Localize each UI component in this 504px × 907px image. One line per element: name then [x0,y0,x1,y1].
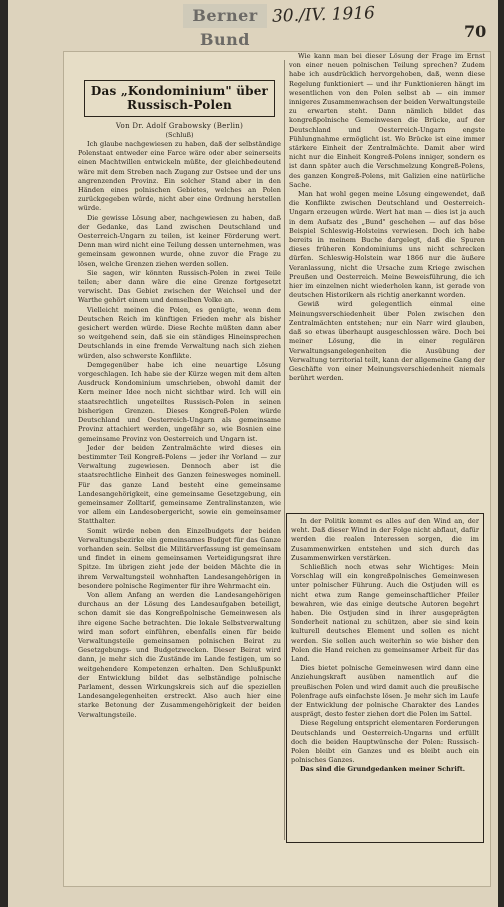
paragraph: Diese Regelung entspricht elementaren Forderungen Deutschlands und Oesterreich-Ungarns und erfüllt doch die beiden Hauptwünsche der Polen: Russisch-Polen bleibt ein Ganzes und es bleibt auch ein polnisches Ganzes. [291,719,479,765]
paragraph: Somit würde neben den Einzelbudgets der beiden Verwaltungsbezirke ein gemeinsames Budget für das Ganze vorhanden sein. Selbst die Militärverfassung ist gemeinsam und findet in einem gemeinsamen Verteidigungsrat ihre Spitze. Im übrigen zieht jede der beiden Mächte die in ihrem Verwaltungsteil wohnhaften Landesangehörigen in besondere polnische Regimenter für ihre Wehrmacht ein. [78,526,281,590]
paragraph: Sie sagen, wir könnten Russisch-Polen in zwei Teile teilen; aber dann wäre die eine Grenze fortgesetzt verwischt. Das Gebiet zwischen der Weichsel und der Warthe gehört einem und demselben Volke an. [78,268,281,305]
left-paragraphs [78,140,281,720]
paragraph: Jeder der beiden Zentralmächte wird dieses ein bestimmter Teil Kongreß-Polens — jeder ihr Vorland — zur Verwaltung zugewiesen. Dennoch aber ist die staatsrechtliche Einheit des Ganzen feinesweges nominell. Für das ganze Land besteht eine gemeinsame Landesangehörigkeit, eine gemeinsame Gesetzgebung, ein gemeinsamer Zolltarif, gemeinsame Zentralinstanzen, wie vor allem ein Landesobergericht, sowie ein gemeinsamer Statthalter. [78,443,281,526]
paragraph: Das sind die Grundgedanken meiner Schrift. [300,765,466,774]
boxed-paragraphs [291,517,479,775]
headline-box [84,80,275,117]
paragraph: Vielleicht meinen die Polen, es genügte, wenn dem Deutschen Reich im künftigen Frieden mehr als bisher gesichert werden würde. Diese Rechte müßten dann aber so weitgehend sein, daß sie ein ständiges Hineinsprechen Deutschlands in eine fremde Verwaltung nach sich ziehen würden, also schwerste Konflikte. [78,305,281,360]
article-headline: Das „Kondominium" über Russisch-Polen [90,84,269,112]
paragraph: Demgegenüber habe ich eine neuartige Lösung vorgeschlagen. Ich habe sie der Kürze wegen mit dem alten Ausdruck Kondominium umschrieben, obwohl damit der Kern meiner Idee noch nicht sichtbar wird. Ich will ein staatsrechtlich ungeteiltes Russisch-Polen in seinen bisherigen Grenzen. Dieses Kongreß-Polen würde Deutschland und Oesterreich-Ungarn als gemeinsame Provinz attachiert werden, ungefähr so, wie Bosnien eine gemeinsame Provinz von Oesterreich und Ungarn ist. [78,360,281,443]
right-paragraphs [289,52,485,383]
paragraph: Dies bietet polnische Gemeinwesen wird dann eine Anziehungskraft ausüben namentlich auf die preußischen Polen und wird damit auch die preußische Polenfrage aufs einfachste lösen. Je mehr sich im Laufe der Entwicklung der polnische Charakter des Landes ausprägt, desto fester ziehen dort die Polen im Sattel. [291,664,479,719]
article-column-left [78,60,281,840]
paragraph: Ich glaube nachgewiesen zu haben, daß der selbständige Polenstaat entweder eine Farce wäre oder aber seinerseits einen Machtwillen entwickeln müßte, der gleichbedeutend wäre mit dem Streben nach Zugang zur Ostsee und der uns angrenzenden Provinz. Ein solcher Stand aber in den Händen eines polnischen Gebietes, welches an Polen zurückgegeben würde, nicht aber eine Ordnung herstellen würde. [78,140,281,213]
paragraph: Schließlich noch etwas sehr Wichtiges: Mein Vorschlag will ein kongreßpolnisches Gemeinwesen unter polnischer Führung. Auch die Ostjuden will es nicht etwa zum Range gemeinschaftlicher Pfeiler bewahren, wie das einige deutsche Autoren begehrt haben. Die Ostjuden sind in ihrer ausgeprägten Sonderheit national zu schützen, aber sie sind kein kulturell deutsches Element und sollen es nicht werden. Sie sollen auch weiterhin so wie bisher den Polen die Hand reichen zu gemeinsamer Arbeit für das Land. [291,563,479,664]
paragraph: Man hat wohl gegen meine Lösung eingewendet, daß die Konflikte zwischen Deutschland und Oesterreich-Ungarn erzeugen würde. Wert hat man — dies ist ja auch in dem Aufsatz des „Bund" geschehen — auf das böse Beispiel Schleswig-Holsteins verwiesen. Doch ich habe bereits in meinem Buche dargelegt, daß die Spuren dieses früheren Kondominiums uns nicht schrecken dürfen. Schleswig-Holstein war 1866 nur die äußere Veranlassung, nicht die Ursache zum Kriege zwischen Preußen und Oesterreich. Meine Beweisführung, die ich hier im einzelnen nicht wiederholen kann, ist gerade von deutschen Historikern als richtig anerkannt worden. [289,190,485,300]
handwritten-date: 30./IV. 1916 [271,3,376,27]
paragraph: Die gewisse Lösung aber, nachgewiesen zu haben, daß der Gedanke, das Land zwischen Deutschland und Oesterreich-Ungarn zu teilen, ist keiner Förderung wert. Denn man wird nicht eine Teilung dessen unternehmen, was gemeinsam gewonnen wurde, ohne zuvor die Frage zu lösen, welche Grenzen ziehen werden sollen. [78,213,281,268]
page-number: 70 [464,22,487,41]
paragraph: Wie kann man bei dieser Lösung der Frage im Ernst von einer neuen polnischen Teilung sprechen? Zudem habe ich ausdrücklich hervorgehoben, daß, wenn diese Regelung funktioniert — und ihr Funktionieren hängt im wesentlichen von den Polen selbst ab — ein immer innigeres Zusammenwachsen der beiden Verwaltungsteile zu erwarten steht. Dann nämlich bildet das kongreßpolnische Gemeinwesen die Brücke, auf der Deutschland und Oesterreich-Ungarn engste Fühlungnahme ermöglicht ist. Wo Brücke ist eine immer stärkere Einheit der Zentralmächte. Damit aber wird nicht nur die Einheit Kongreß-Polens inniger, sondern es ist dann später auch die Verschmelzung Kongreß-Polens, des ganzen Kongreß-Polens, mit Galizien eine natürliche Sache. [289,52,485,189]
paragraph: Von allem Anfang an werden die Landesangehörigen durchaus an der Lösung des Landesaufgaben beteiligt, schon damit sie das Kongreßpolnische Gemeinwesen als ihre eigene Sache betrachten. Die lokale Selbstverwaltung wird man sofort einführen, ebenfalls einen für beide Verwaltungsteile gemeinsamen polnischen Beirat zu Gesetzgebungs- und Budgetzwecken. Dieser Beirat wird dann, je mehr sich die Zustände im Lande festigen, um so weitgehendere Kompetenzen erhalten. Den Schlußpunkt der Entwicklung bildet das selbständige polnische Parlament, dessen Wirkungskreis sich auf die speziellen Landesangelegenheiten erstreckt. Also auch hier eine starke Betonung der Zusammengehörigkeit der beiden Verwaltungsteile. [78,590,281,719]
scanner-edge-right [498,0,504,907]
scanner-edge-left [0,0,8,907]
article-continuation-note: (Schluß) [165,131,194,139]
archive-stamp: Berner Bund [183,4,267,28]
article-byline: Von Dr. Adolf Grabowsky (Berlin) [115,122,244,130]
boxed-section [286,513,484,843]
paragraph: Gewiß wird gelegentlich einmal eine Meinungsverschiedenheit über Polen zwischen den Zentralmächten entstehen; nur ein Narr wird glauben, daß so etwas überhaupt ausgeschlossen wäre. Doch bei meiner Lösung, die in einer regulären Verwaltungsangelegenheiten die Ausübung der Verwaltung territorial teilt, kann der allgemeine Gang der Geschäfte von einer Meinungsverschiedenheit niemals berührt werden. [289,300,485,383]
article-column-right [289,52,485,498]
paragraph: In der Politik kommt es alles auf den Wind an, der weht. Daß dieser Wind in der Folge nicht abflaut, dafür werden die realen Interessen sorgen, die im Zusammenwirken entstehen und sich durch das Zusammenwirken verstärken. [291,517,479,562]
column-divider [284,60,285,840]
